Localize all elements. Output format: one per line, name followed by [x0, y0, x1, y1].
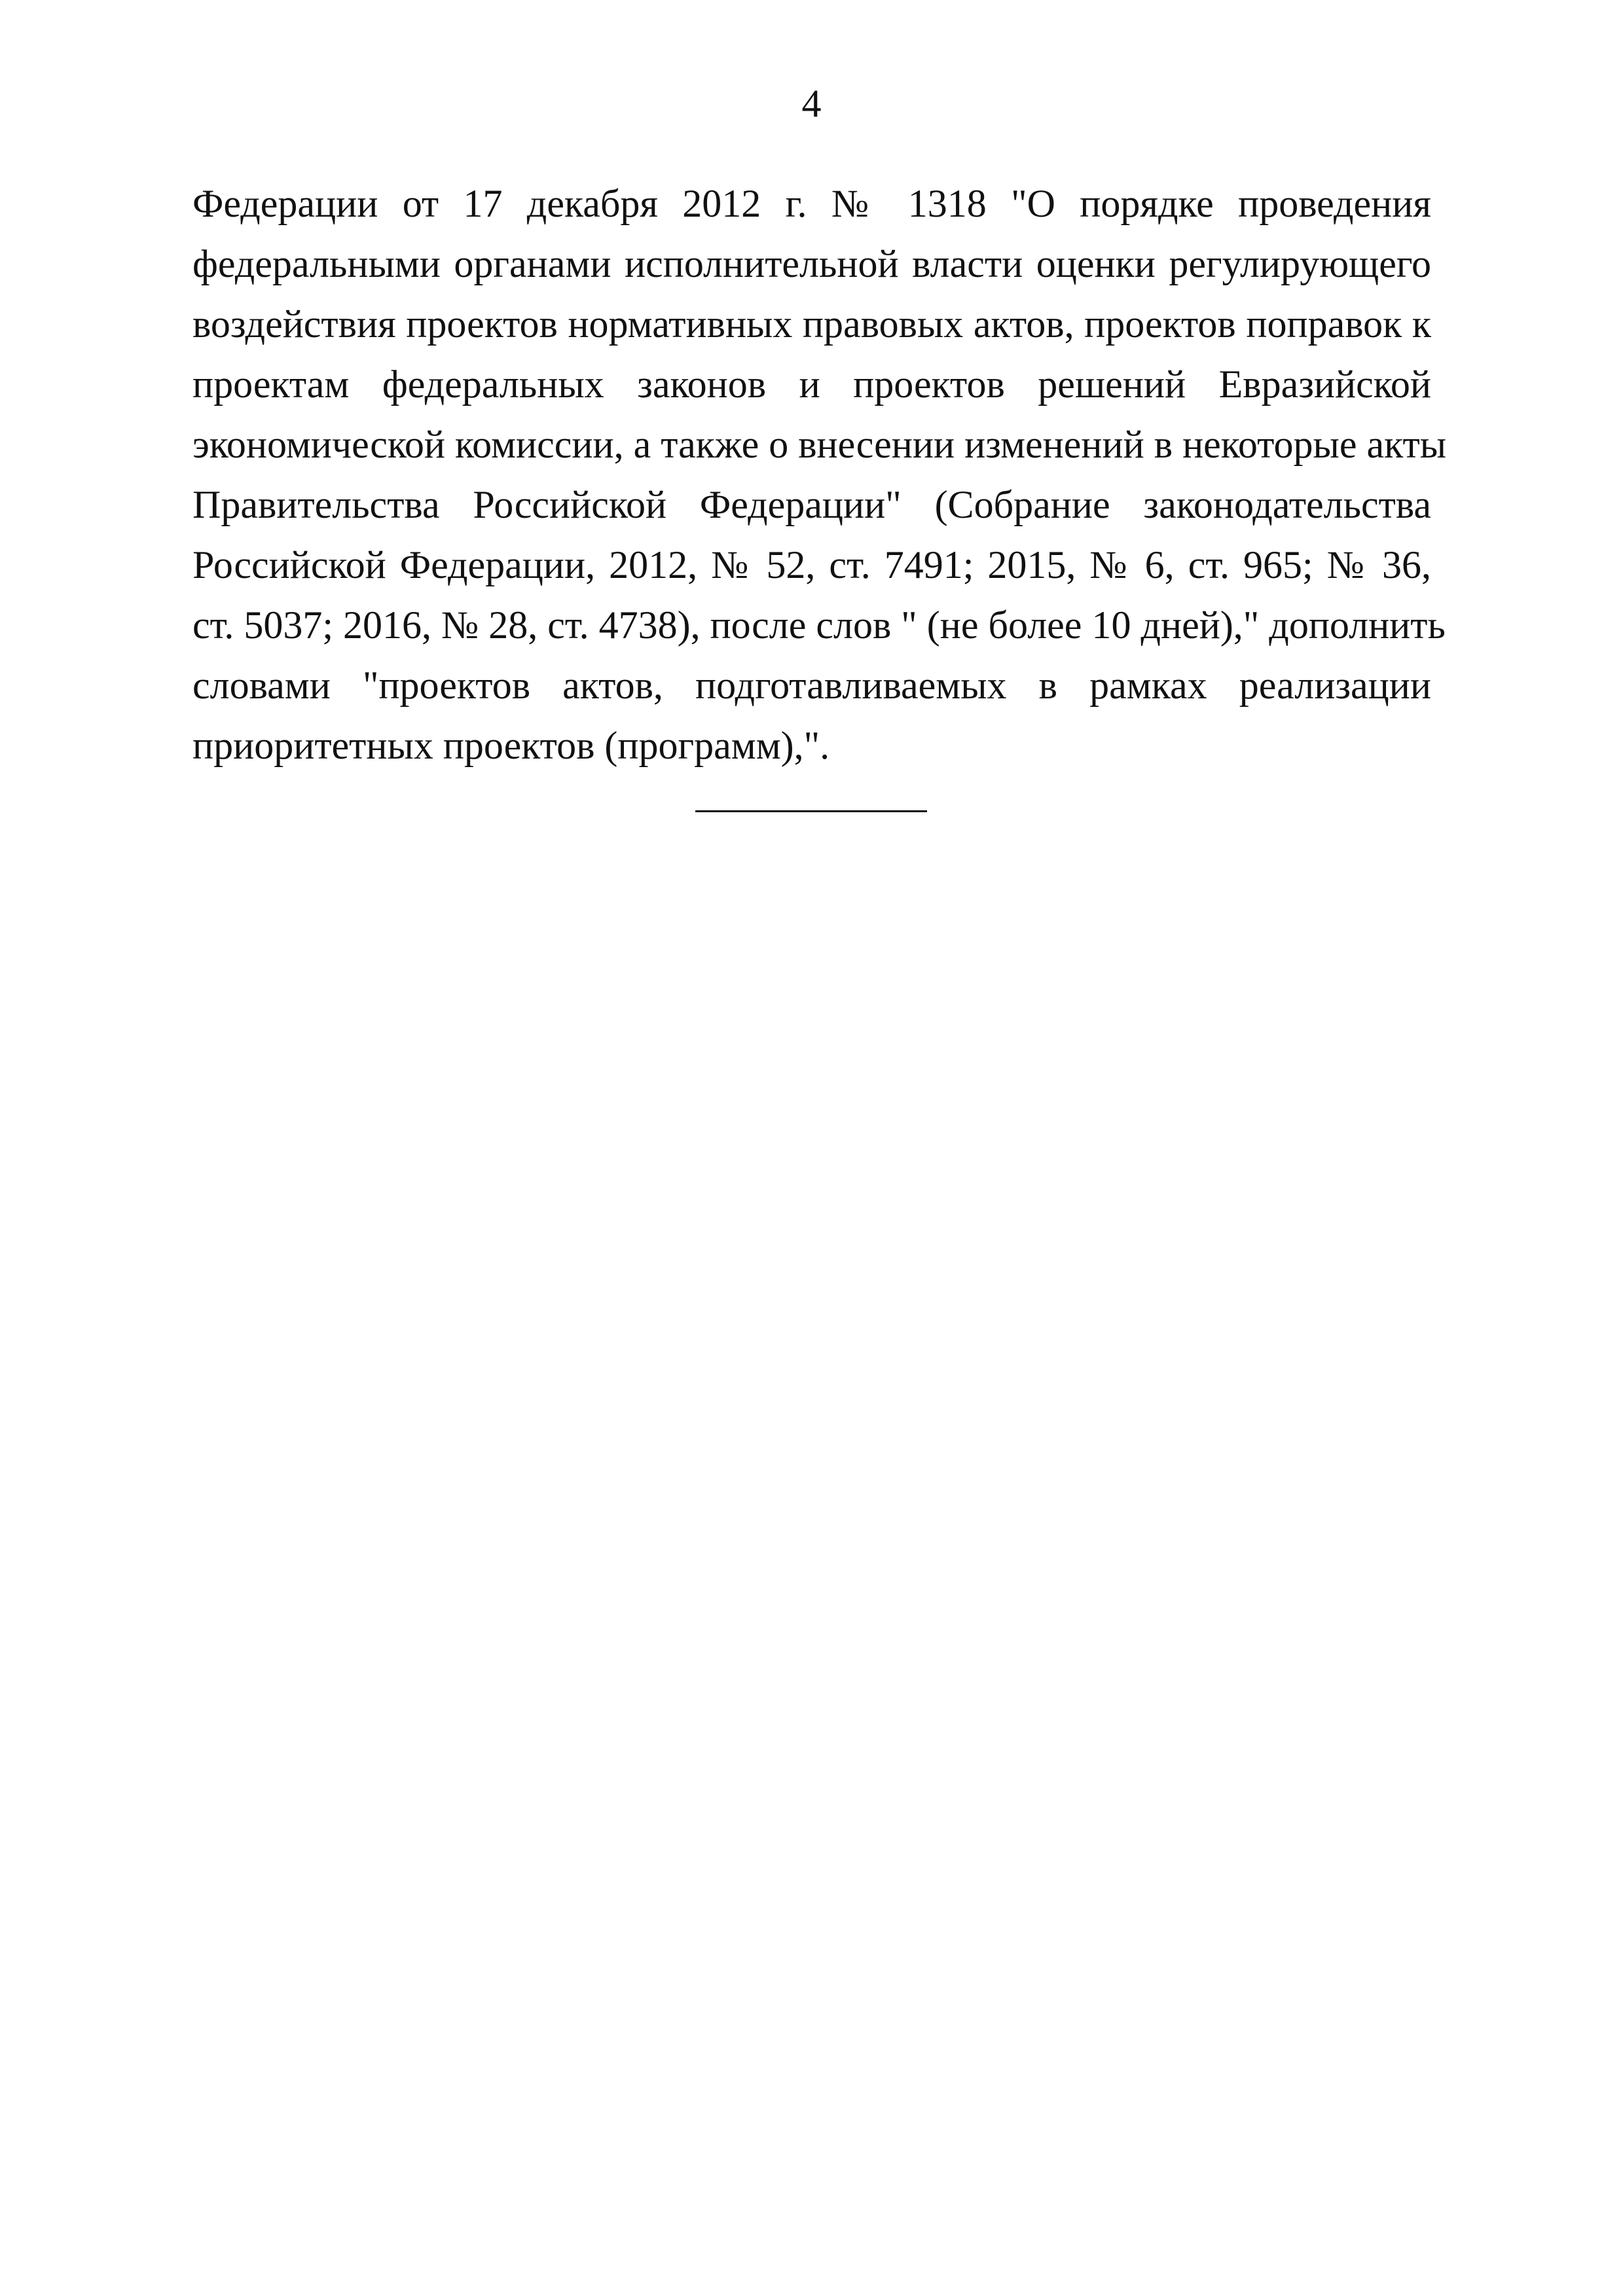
text-line: словами "проектов актов, подготавливаемых в рамках реализации [192, 664, 1431, 707]
end-of-document-rule [695, 810, 927, 812]
text-line-last: приоритетных проектов (программ),". [192, 724, 830, 767]
text-line: ст. 5037; 2016, № 28, ст. 4738), после слов " (не более 10 дней)," дополнить [192, 603, 1446, 647]
text-line: Федерации от 17 декабря 2012 г. № 1318 "О порядке проведения [192, 182, 1431, 225]
text-line: воздействия проектов нормативных правовых актов, проектов поправок к [192, 302, 1431, 346]
text-line: федеральными органами исполнительной власти оценки регулирующего [192, 242, 1431, 285]
text-line: проектам федеральных законов и проектов решений Евразийской [192, 363, 1431, 406]
text-line: экономической комиссии, а также о внесении изменений в некоторые акты [192, 423, 1447, 466]
text-line: Правительства Российской Федерации" (Собрание законодательства [192, 483, 1431, 526]
text-line: Российской Федерации, 2012, № 52, ст. 7491; 2015, № 6, ст. 965; № 36, [192, 543, 1431, 586]
body-paragraph [192, 173, 1447, 776]
page-number: 4 [801, 82, 822, 125]
